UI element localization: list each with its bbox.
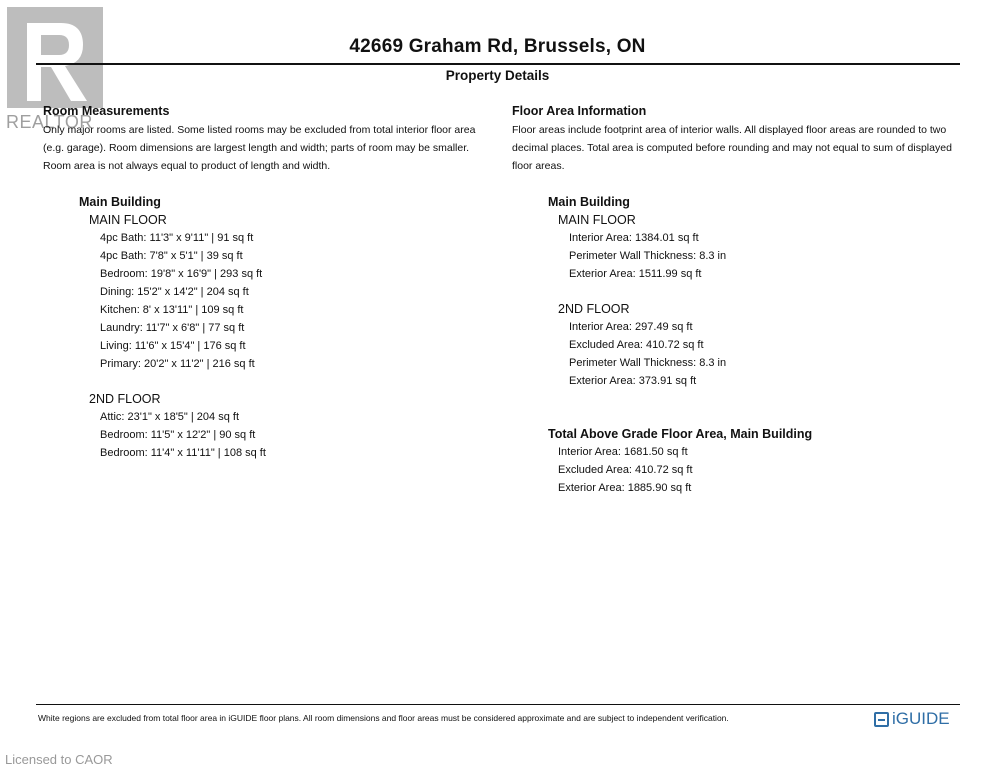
room-measurements-section (43, 104, 503, 462)
room-row: Primary: 20'2" x 11'2" | 216 sq ft (100, 358, 255, 370)
room-row: 4pc Bath: 11'3" x 9'11" | 91 sq ft (100, 232, 254, 244)
floor-heading: MAIN FLOOR (89, 213, 167, 227)
room-row: Bedroom: 11'4" x 11'11" | 108 sq ft (100, 447, 266, 459)
room-row: Dining: 15'2" x 14'2" | 204 sq ft (100, 286, 249, 298)
floor-area-section (512, 104, 972, 497)
description-line: Only major rooms are listed. Some listed rooms may be excluded from total interior floor area (43, 124, 476, 136)
room-row: Bedroom: 19'8" x 16'9" | 293 sq ft (100, 268, 263, 280)
section-heading: Floor Area Information (512, 104, 647, 118)
realtor-logo-text: REALTOR (6, 112, 93, 132)
iguide-brand (874, 709, 950, 729)
section-heading: Room Measurements (43, 104, 170, 118)
floor-heading: 2ND FLOOR (558, 302, 630, 316)
section-description (43, 121, 503, 175)
area-row: Perimeter Wall Thickness: 8.3 in (569, 357, 727, 369)
room-row: Kitchen: 8' x 13'11" | 109 sq ft (100, 304, 244, 316)
area-row: Interior Area: 1384.01 sq ft (569, 232, 699, 244)
brand-label: iGUIDE (892, 709, 950, 728)
section-description (512, 121, 972, 175)
area-row: Perimeter Wall Thickness: 8.3 in (569, 250, 727, 262)
floor-heading: 2ND FLOOR (89, 392, 161, 406)
description-line: decimal places. Total area is computed before rounding and may not equal to sum of displayed (512, 142, 952, 154)
area-row: Exterior Area: 1511.99 sq ft (569, 268, 702, 280)
description-line: Floor areas include footprint area of interior walls. All displayed floor areas are rounded to two (512, 124, 947, 136)
room-row: Attic: 23'1" x 18'5" | 204 sq ft (100, 411, 239, 423)
description-line: Room area is not always equal to product of length and width. (43, 160, 331, 172)
description-line: (e.g. garage). Room dimensions are largest length and width; parts of room may be smaller. (43, 142, 470, 154)
area-row: Exterior Area: 373.91 sq ft (569, 375, 697, 387)
total-heading: Total Above Grade Floor Area, Main Building (548, 427, 813, 441)
room-row: Bedroom: 11'5" x 12'2" | 90 sq ft (100, 429, 256, 441)
iguide-icon (874, 712, 889, 727)
total-row: Exterior Area: 1885.90 sq ft (558, 482, 692, 494)
footer-note: White regions are excluded from total floor area in iGUIDE floor plans. All room dimensions and floor areas must be considered approximate and are subject to independent verification. (38, 713, 729, 723)
room-row: Laundry: 11'7" x 6'8" | 77 sq ft (100, 322, 245, 334)
total-row: Excluded Area: 410.72 sq ft (558, 464, 693, 476)
title-divider (36, 63, 960, 65)
room-row: 4pc Bath: 7'8" x 5'1" | 39 sq ft (100, 250, 243, 262)
building-heading: Main Building (79, 195, 161, 209)
area-row: Interior Area: 297.49 sq ft (569, 321, 693, 333)
room-row: Living: 11'6" x 15'4" | 176 sq ft (100, 340, 246, 352)
page-title: 42669 Graham Rd, Brussels, ON (349, 36, 646, 57)
area-row: Excluded Area: 410.72 sq ft (569, 339, 704, 351)
description-line: floor areas. (512, 160, 565, 172)
footer-divider (36, 704, 960, 705)
page-subtitle: Property Details (445, 68, 550, 83)
total-row: Interior Area: 1681.50 sq ft (558, 446, 688, 458)
floor-heading: MAIN FLOOR (558, 213, 636, 227)
license-text: Licensed to CAOR (5, 752, 113, 767)
building-heading: Main Building (548, 195, 630, 209)
